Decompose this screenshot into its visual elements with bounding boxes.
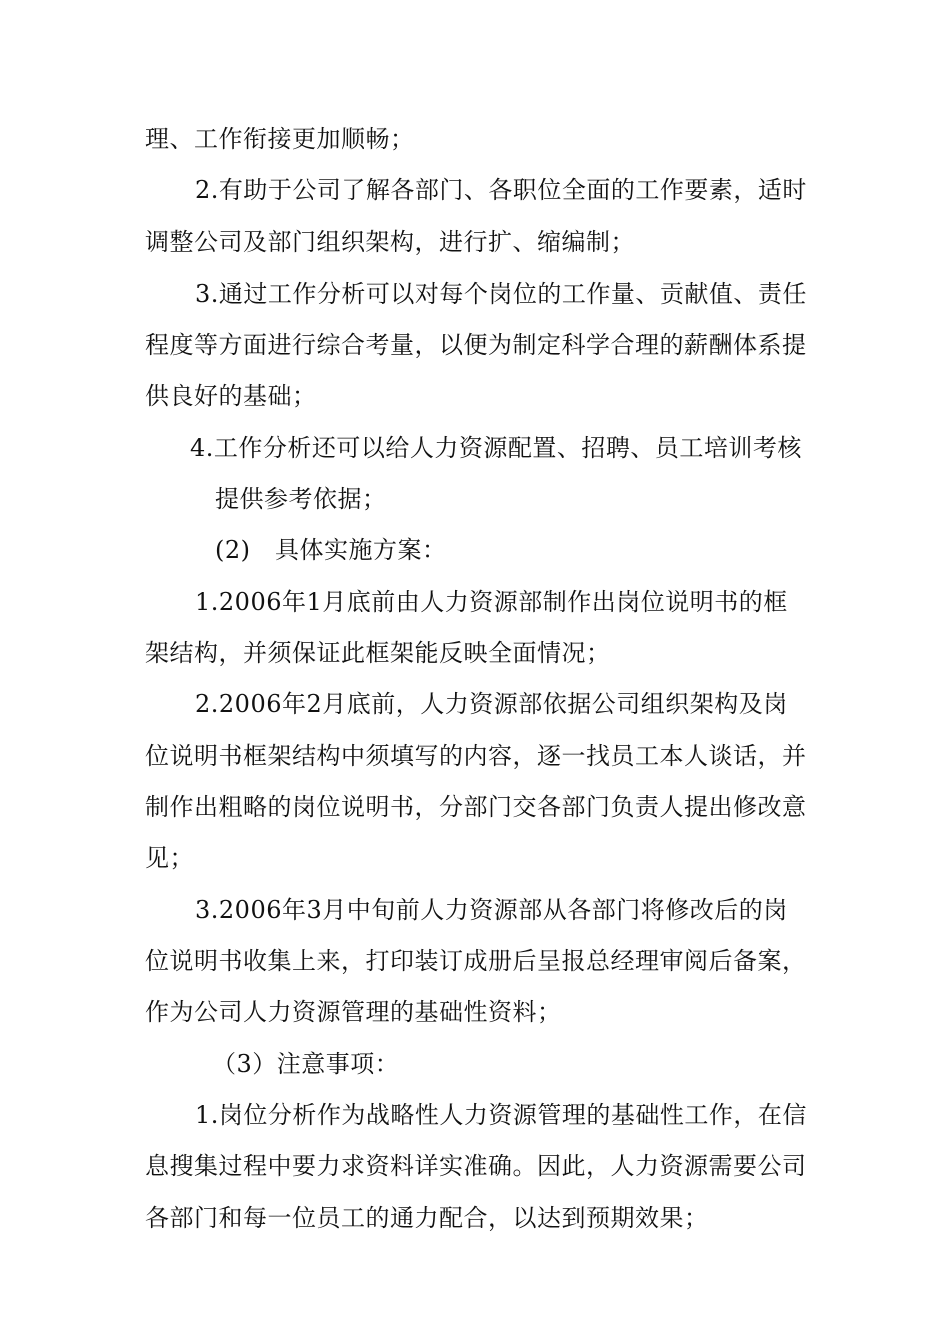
text-line: 程度等方面进行综合考量，以便为制定科学合理的薪酬体系提 bbox=[145, 331, 807, 359]
text-line: 位说明书框架结构中须填写的内容，逐一找员工本人谈话，并 bbox=[145, 742, 807, 770]
text-line: 理、工作衔接更加顺畅； bbox=[145, 125, 415, 153]
text-line: 1.岗位分析作为战略性人力资源管理的基础性工作，在信 bbox=[195, 1101, 807, 1129]
text-line: 1.2006年1月底前由人力资源部制作出岗位说明书的框 bbox=[195, 588, 788, 616]
text-line: 各部门和每一位员工的通力配合，以达到预期效果； bbox=[145, 1204, 709, 1232]
text-line: 息搜集过程中要力求资料详实准确。因此，人力资源需要公司 bbox=[145, 1152, 807, 1180]
text-line: 调整公司及部门组织架构，进行扩、缩编制； bbox=[145, 228, 635, 256]
text-line: 位说明书收集上来，打印装订成册后呈报总经理审阅后备案， bbox=[145, 947, 807, 975]
text-line: 2.2006年2月底前，人力资源部依据公司组织架构及岗 bbox=[195, 690, 788, 718]
text-line: 4.工作分析还可以给人力资源配置、招聘、员工培训考核 bbox=[190, 434, 802, 462]
text-line: 架结构，并须保证此框架能反映全面情况； bbox=[145, 639, 611, 667]
text-line: 提供参考依据； bbox=[215, 485, 387, 513]
text-line: 2.有助于公司了解各部门、各职位全面的工作要素，适时 bbox=[195, 176, 807, 204]
text-line: 作为公司人力资源管理的基础性资料； bbox=[145, 998, 562, 1026]
text-line: 供良好的基础； bbox=[145, 382, 317, 410]
section-heading: (2) 具体实施方案： bbox=[215, 536, 447, 564]
text-line: 制作出粗略的岗位说明书，分部门交各部门负责人提出修改意 bbox=[145, 793, 807, 821]
text-line: 3.通过工作分析可以对每个岗位的工作量、贡献值、责任 bbox=[195, 280, 807, 308]
text-line: 见； bbox=[145, 844, 194, 872]
section-heading: （3）注意事项： bbox=[212, 1050, 400, 1078]
text-line: 3.2006年3月中旬前人力资源部从各部门将修改后的岗 bbox=[195, 896, 788, 924]
